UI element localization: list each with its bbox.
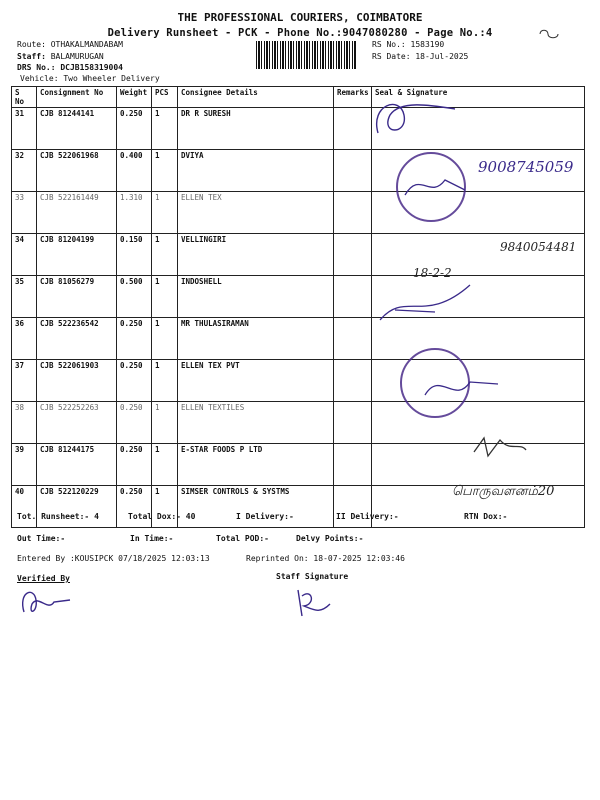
staff-signature-label: Staff Signature xyxy=(276,572,349,581)
cell-consignee: E-STAR FOODS P LTD xyxy=(178,444,334,486)
total-pod: Total POD:- xyxy=(216,534,269,543)
cell-remarks xyxy=(334,318,372,360)
cell-pcs: 1 xyxy=(152,192,178,234)
cell-consignee: SIMSER CONTROLS & SYSTMS xyxy=(178,486,334,528)
cell-weight: 0.250 xyxy=(117,108,152,150)
cell-remarks xyxy=(334,402,372,444)
cell-sno: 40 xyxy=(12,486,37,528)
cell-sno: 37 xyxy=(12,360,37,402)
cell-pcs: 1 xyxy=(152,402,178,444)
verified-by-label: Verified By xyxy=(17,574,70,583)
cell-consignment: CJB 522161449 xyxy=(37,192,117,234)
cell-sno: 39 xyxy=(12,444,37,486)
runsheet-subtitle: Delivery Runsheet - PCK - Phone No.:9047080280 - Page No.:4 xyxy=(107,27,493,39)
i-delivery: I Delivery:- xyxy=(236,512,294,521)
drs-value: DCJB158319004 xyxy=(60,63,123,72)
cell-consignment: CJB 522120229 xyxy=(37,486,117,528)
out-time: Out Time:- xyxy=(17,534,66,543)
table-row xyxy=(12,108,585,150)
cell-sno: 34 xyxy=(12,234,37,276)
cell-consignment: CJB 81244141 xyxy=(37,108,117,150)
vehicle: Vehicle: Two Wheeler Delivery xyxy=(20,74,160,83)
signature-scribble xyxy=(375,280,475,330)
handwritten-note: பொருவளனம்20 xyxy=(452,484,555,499)
cell-pcs: 1 xyxy=(152,360,178,402)
cell-remarks xyxy=(334,192,372,234)
cell-weight: 0.250 xyxy=(117,360,152,402)
delvy-points: Delvy Points:- xyxy=(296,534,364,543)
cell-remarks xyxy=(334,150,372,192)
cell-weight: 0.250 xyxy=(117,486,152,528)
cell-weight: 0.250 xyxy=(117,444,152,486)
cell-consignee: MR THULASIRAMAN xyxy=(178,318,334,360)
staff-signature xyxy=(290,584,340,624)
rtn-dox: RTN Dox:- xyxy=(464,512,508,521)
staff-label: Staff: xyxy=(17,52,46,61)
cell-sno: 36 xyxy=(12,318,37,360)
rs-no: RS No.: 1583190 xyxy=(372,40,445,49)
header-weight: Weight xyxy=(117,87,152,108)
verifier-signature xyxy=(14,582,74,622)
cell-consignment: CJB 522061903 xyxy=(37,360,117,402)
cell-consignee: ELLEN TEX PVT xyxy=(178,360,334,402)
cell-consignment: CJB 81244175 xyxy=(37,444,117,486)
cell-weight: 0.250 xyxy=(117,402,152,444)
cell-consignee: ELLEN TEXTILES xyxy=(178,402,334,444)
cell-sno: 31 xyxy=(12,108,37,150)
rs-date: RS Date: 18-Jul-2025 xyxy=(372,52,469,61)
cell-pcs: 1 xyxy=(152,318,178,360)
cell-weight: 0.400 xyxy=(117,150,152,192)
table-row xyxy=(12,192,585,234)
cell-consignee: ELLEN TEX xyxy=(178,192,334,234)
table-row xyxy=(12,318,585,360)
cell-pcs: 1 xyxy=(152,150,178,192)
cell-pcs: 1 xyxy=(152,108,178,150)
cell-pcs: 1 xyxy=(152,486,178,528)
cell-consignment: CJB 81204199 xyxy=(37,234,117,276)
cell-weight: 0.250 xyxy=(117,318,152,360)
staff-value: BALAMURUGAN xyxy=(50,52,104,61)
table-row xyxy=(12,276,585,318)
entered-by: Entered By :KOUSIPCK 07/18/2025 12:03:13 xyxy=(17,554,210,563)
cell-sno: 33 xyxy=(12,192,37,234)
header-sno: S No xyxy=(12,87,37,108)
header-consignee: Consignee Details xyxy=(178,87,334,108)
cell-pcs: 1 xyxy=(152,444,178,486)
cell-remarks xyxy=(334,360,372,402)
cell-weight: 0.500 xyxy=(117,276,152,318)
header-remarks: Remarks xyxy=(334,87,372,108)
cell-remarks xyxy=(334,108,372,150)
header-signature: Seal & Signature xyxy=(372,87,585,108)
cell-consignee: DVIYA xyxy=(178,150,334,192)
table-row xyxy=(12,234,585,276)
header-pcs: PCS xyxy=(152,87,178,108)
signature-scribble xyxy=(370,95,460,140)
cell-pcs: 1 xyxy=(152,276,178,318)
cell-consignee: DR R SURESH xyxy=(178,108,334,150)
handwritten-phone: 9840054481 xyxy=(500,240,577,254)
barcode xyxy=(256,41,356,69)
handwritten-date: 18-2-2 xyxy=(413,266,452,280)
drs-label: DRS No.: xyxy=(17,63,56,72)
cell-consignment: CJB 81056279 xyxy=(37,276,117,318)
staff-row xyxy=(17,52,104,61)
cell-remarks xyxy=(334,234,372,276)
signature-scribble xyxy=(400,170,470,205)
cell-consignee: VELLINGIRI xyxy=(178,234,334,276)
cell-consignee: INDOSHELL xyxy=(178,276,334,318)
route: Route: OTHAKALMANDABAM xyxy=(17,40,123,49)
drs-row xyxy=(17,63,123,72)
total-dox: Total Dox:- 40 xyxy=(128,512,196,521)
in-time: In Time:- xyxy=(130,534,174,543)
tot-runsheet: Tot. Runsheet:- 4 xyxy=(17,512,99,521)
cell-consignment: CJB 522236542 xyxy=(37,318,117,360)
signature-scribble xyxy=(420,370,500,410)
clip-icon xyxy=(538,28,560,40)
cell-remarks xyxy=(334,486,372,528)
header-consignment: Consignment No xyxy=(37,87,117,108)
cell-weight: 1.310 xyxy=(117,192,152,234)
cell-consignment: CJB 522252263 xyxy=(37,402,117,444)
cell-sno: 35 xyxy=(12,276,37,318)
company-title: THE PROFESSIONAL COURIERS, COIMBATORE xyxy=(177,11,423,24)
handwritten-phone: 9008745059 xyxy=(478,158,574,176)
table-header-row xyxy=(12,87,585,108)
cell-consignment: CJB 522061968 xyxy=(37,150,117,192)
ii-delivery: II Delivery:- xyxy=(336,512,399,521)
cell-remarks xyxy=(334,444,372,486)
cell-pcs: 1 xyxy=(152,234,178,276)
cell-weight: 0.150 xyxy=(117,234,152,276)
cell-sno: 38 xyxy=(12,402,37,444)
reprinted-on: Reprinted On: 18-07-2025 12:03:46 xyxy=(246,554,405,563)
cell-sno: 32 xyxy=(12,150,37,192)
cell-remarks xyxy=(334,276,372,318)
signature-scribble xyxy=(470,432,530,462)
